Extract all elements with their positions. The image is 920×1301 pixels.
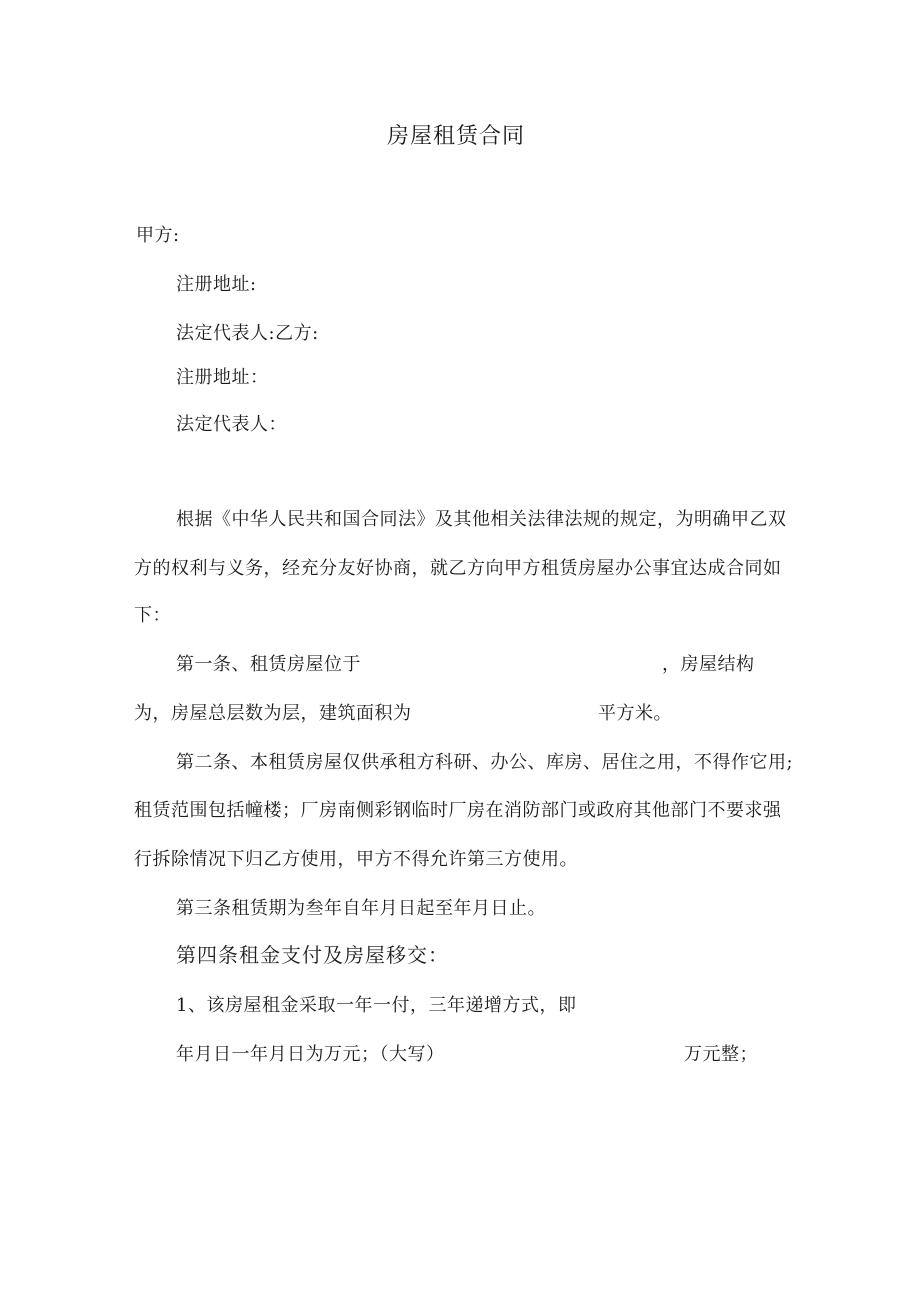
preamble-line-3: 下： xyxy=(134,605,171,626)
article1-line1-start: 第一条、租赁房屋位于 xyxy=(176,654,361,675)
article1-line1-end: ，房屋结构 xyxy=(662,654,755,675)
party-a-address: 注册地址: xyxy=(176,274,257,295)
article2-line-2: 租赁范围包括幢楼；厂房南侧彩钢临时厂房在消防部门或政府其他部门不要求强 xyxy=(134,800,782,821)
article4-rent-end: 万元整； xyxy=(684,1044,758,1065)
document-title: 房屋租赁合同 xyxy=(387,124,526,149)
preamble-line-2: 方的权利与义务，经充分友好协商，就乙方向甲方租赁房屋办公事宜达成合同如 xyxy=(134,558,782,579)
party-b-address: 注册地址： xyxy=(176,367,269,388)
preamble-line-1: 根据《中华人民共和国合同法》及其他相关法律法规的规定，为明确甲乙双 xyxy=(176,509,787,530)
party-a-rep-party-b: 法定代表人:乙方: xyxy=(176,323,319,344)
article2-line-3: 行拆除情况下归乙方使用，甲方不得允许第三方使用。 xyxy=(134,849,578,870)
party-b-rep: 法定代表人： xyxy=(176,414,287,435)
article1-line2-end: 平方米。 xyxy=(598,703,672,724)
article4-rent-start: 年月日一年月日为万元；（大写） xyxy=(176,1044,445,1065)
article1-line2-start: 为，房屋总层数为层，建筑面积为 xyxy=(134,703,412,724)
article3: 第三条租赁期为叁年自年月日起至年月日止。 xyxy=(176,898,546,919)
article2-line-1: 第二条、本租赁房屋仅供承租方科研、办公、库房、居住之用，不得作它用; xyxy=(176,752,794,773)
article4-item1: 1、该房屋租金采取一年一付，三年递增方式，即 xyxy=(176,995,577,1016)
party-a-label: 甲方: xyxy=(136,225,180,246)
article4-heading: 第四条租金支付及房屋移交： xyxy=(176,943,449,967)
